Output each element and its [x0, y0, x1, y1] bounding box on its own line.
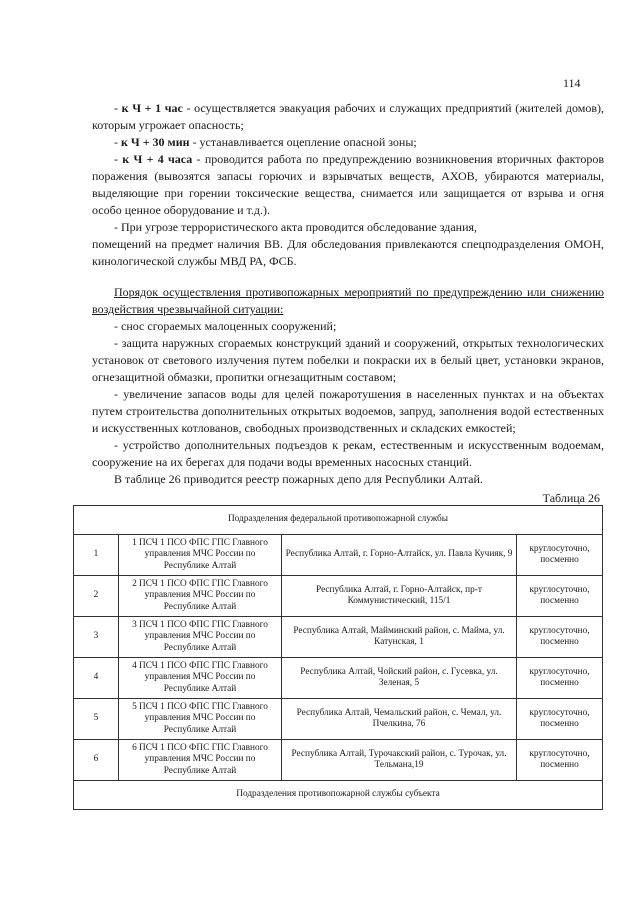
row-number: 2 — [74, 576, 119, 617]
unit-name: 1 ПСЧ 1 ПСО ФПС ГПС Главного управления МЧС России по Республике Алтай — [119, 535, 282, 576]
section-header-subject: Подразделения противопожарной службы субъекта — [74, 781, 603, 810]
unit-address: Республика Алтай, Майминский район, с. Майма, ул. Катунская, 1 — [282, 617, 517, 658]
time-marker: к Ч + 30 мин — [121, 135, 190, 149]
unit-name: 5 ПСЧ 1 ПСО ФПС ГПС Главного управления МЧС России по Республике Алтай — [119, 699, 282, 740]
table-row — [74, 535, 603, 576]
unit-address: Республика Алтай, г. Горно-Алтайск, пр-т Коммунистический, 115/1 — [282, 576, 517, 617]
work-schedule: круглосуточно, посменно — [517, 740, 603, 781]
fire-depot-registry-table — [73, 505, 603, 810]
unit-name: 4 ПСЧ 1 ПСО ФПС ГПС Главного управления МЧС России по Республике Алтай — [119, 658, 282, 699]
row-number: 3 — [74, 617, 119, 658]
work-schedule: круглосуточно, посменно — [517, 617, 603, 658]
unit-address: Республика Алтай, Чойский район, с. Гусевка, ул. Зеленая, 5 — [282, 658, 517, 699]
row-number: 6 — [74, 740, 119, 781]
terror-line-1: - При угрозе террористического акта проводится обследование здания, — [114, 220, 478, 234]
page-number: 114 — [563, 76, 581, 90]
terror-line-2: помещений на предмет наличия ВВ. Для обследования привлекаются спецподразделения ОМОН, кинологической службы МВД РА, ФСБ. — [92, 237, 604, 268]
work-schedule: круглосуточно, посменно — [517, 658, 603, 699]
table-row — [74, 576, 603, 617]
table-row — [74, 740, 603, 781]
procedure-block — [92, 284, 604, 488]
table-row — [74, 617, 603, 658]
bullet-ch-1h: - к Ч + 1 час - осуществляется эвакуация рабочих и служащих предприятий (жителей домов), которым угрожает опасность; — [92, 101, 604, 132]
bullet-ch-30min: - к Ч + 30 мин - устанавливается оцепление опасной зоны; — [114, 135, 417, 149]
time-marker: к Ч + 4 часа — [122, 152, 193, 166]
unit-address: Республика Алтай, Турочакский район, с. Турочак, ул. Тельмана,19 — [282, 740, 517, 781]
unit-name: 6 ПСЧ 1 ПСО ФПС ГПС Главного управления МЧС России по Республике Алтай — [119, 740, 282, 781]
unit-address: Республика Алтай, Чемальский район, с. Чемал, ул. Пчелкина, 76 — [282, 699, 517, 740]
table-row — [74, 658, 603, 699]
work-schedule: круглосуточно, посменно — [517, 576, 603, 617]
bullet-ch-4h: - к Ч + 4 часа - проводится работа по предупреждению возникновения вторичных факторов поражения (вывозятся запасы горючих и взрывчатых веществ, АХОВ, убираются материалы, выделяющие при горении токсические вещества, снимается или защищается от взрыва и огня особо ценное оборудование и т.д.). — [92, 152, 604, 217]
procedure-item: - снос сгораемых малоценных сооружений; — [114, 319, 337, 333]
table-row — [74, 699, 603, 740]
row-number: 4 — [74, 658, 119, 699]
row-number: 5 — [74, 699, 119, 740]
work-schedule: круглосуточно, посменно — [517, 535, 603, 576]
procedure-heading: Порядок осуществления противопожарных мероприятий по предупреждению или снижению воздействия чрезвычайной ситуации: — [92, 285, 604, 316]
work-schedule: круглосуточно, посменно — [517, 699, 603, 740]
procedure-item: - устройство дополнительных подъездов к рекам, естественным и искусственным водоемам, сооружение на их берегах для подачи воды временных насосных станций. — [92, 438, 604, 469]
table-caption: Таблица 26 — [542, 491, 600, 505]
unit-address: Республика Алтай, г. Горно-Алтайск, ул. Павла Кучияк, 9 — [282, 535, 517, 576]
unit-name: 2 ПСЧ 1 ПСО ФПС ГПС Главного управления МЧС России по Республике Алтай — [119, 576, 282, 617]
table-intro: В таблице 26 приводится реестр пожарных депо для Республики Алтай. — [114, 472, 483, 486]
unit-name: 3 ПСЧ 1 ПСО ФПС ГПС Главного управления МЧС России по Республике Алтай — [119, 617, 282, 658]
time-marker: к Ч + 1 час — [121, 101, 183, 115]
section-header-federal: Подразделения федеральной противопожарной службы — [74, 506, 603, 535]
procedure-item: - защита наружных сгораемых конструкций зданий и сооружений, открытых технологических установок от светового излучения путем побелки и покраски их в белый цвет, установки экранов, огнезащитной обмазки, пропитки огнезащитным составом; — [92, 336, 604, 384]
body-text — [92, 100, 604, 270]
procedure-item: - увеличение запасов воды для целей пожаротушения в населенных пунктах и на объектах путем строительства дополнительных открытых водоемов, запруд, заполнения водой естественных и искусственных котлованов, свободных производственных и складских емкостей; — [92, 387, 604, 435]
row-number: 1 — [74, 535, 119, 576]
